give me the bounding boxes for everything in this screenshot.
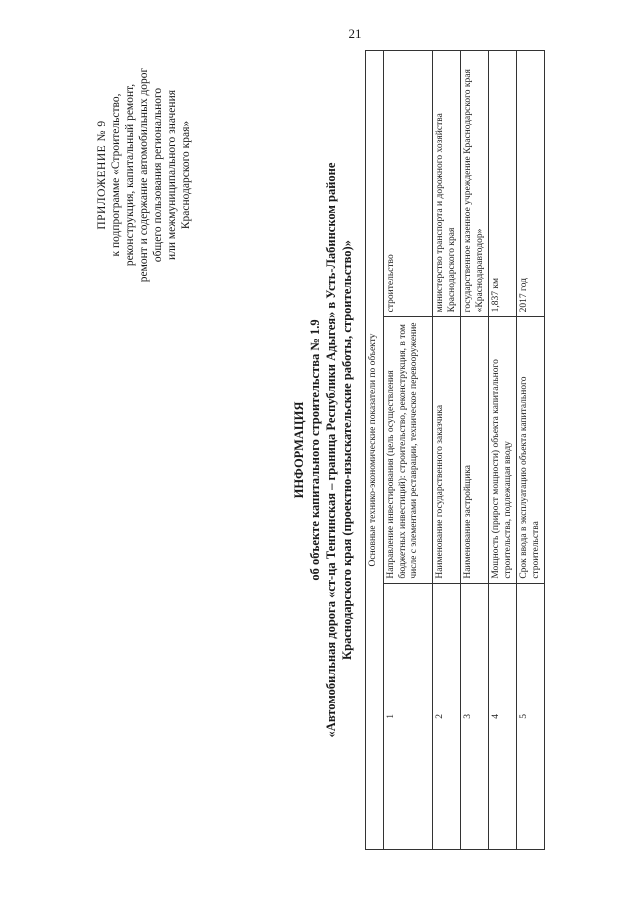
info-heading: ИНФОРМАЦИЯ	[292, 401, 306, 499]
row-label: Направление инвестирования (цель осуществления бюджетных инвестиций): строительство, реконструкция, в том числе с элементами реставрации, техническое перевооружение	[384, 317, 433, 583]
row-number: 3	[461, 583, 489, 849]
row-label: Мощность (прирост мощности) объекта капитального строительства, подлежащая вводу	[489, 317, 517, 583]
appendix-block	[95, 50, 193, 300]
row-value: государственное казенное учреждение Краснодарского края «Краснодаравтодор»	[461, 51, 489, 317]
info-subtitle: об объекте капитального строительства № 1.9	[308, 319, 322, 581]
row-value: 2017 год	[517, 51, 545, 317]
row-value: министерство транспорта и дорожного хозяйства Краснодарского края	[433, 51, 461, 317]
row-label: Срок ввода в эксплуатацию объекта капитального строительства	[517, 317, 545, 583]
row-value: строительство	[384, 51, 433, 317]
table-row	[517, 51, 545, 850]
appendix-line: ремонт и содержание автомобильных дорог	[138, 67, 150, 283]
table-header-row	[366, 51, 384, 850]
rotated-page-content	[95, 50, 555, 850]
appendix-line: общего пользования регионального	[152, 87, 164, 263]
table-row	[461, 51, 489, 850]
table-header: Основные технико-экономические показатели по объекту	[366, 51, 384, 850]
page-number: 21	[348, 26, 362, 41]
appendix-line: к подпрограмме «Строительство,	[110, 93, 122, 257]
info-title-block	[291, 50, 355, 850]
object-name-line-2: Краснодарского края (проектно-изыскательские работы, строительство)»	[340, 240, 354, 660]
indicators-table	[365, 50, 545, 850]
row-number: 2	[433, 583, 461, 849]
object-name-line-1: «Автомобильная дорога «ст-ца Тенгинская – граница Республики Адыгея» в Усть-Лабинском районе	[324, 162, 338, 738]
row-label: Наименование застройщика	[461, 317, 489, 583]
row-number: 4	[489, 583, 517, 849]
appendix-line: или межмуниципального значения	[166, 89, 178, 261]
row-value: 1,837 км	[489, 51, 517, 317]
row-label: Наименование государственного заказчика	[433, 317, 461, 583]
row-number: 1	[384, 583, 433, 849]
appendix-title: ПРИЛОЖЕНИЕ № 9	[96, 120, 108, 230]
table-row	[433, 51, 461, 850]
table-row	[384, 51, 433, 850]
appendix-line: реконструкция, капитальный ремонт,	[124, 83, 136, 267]
row-number: 5	[517, 583, 545, 849]
table-row	[489, 51, 517, 850]
appendix-line: Краснодарского края»	[180, 120, 192, 230]
indicators-table-wrap	[365, 50, 545, 850]
